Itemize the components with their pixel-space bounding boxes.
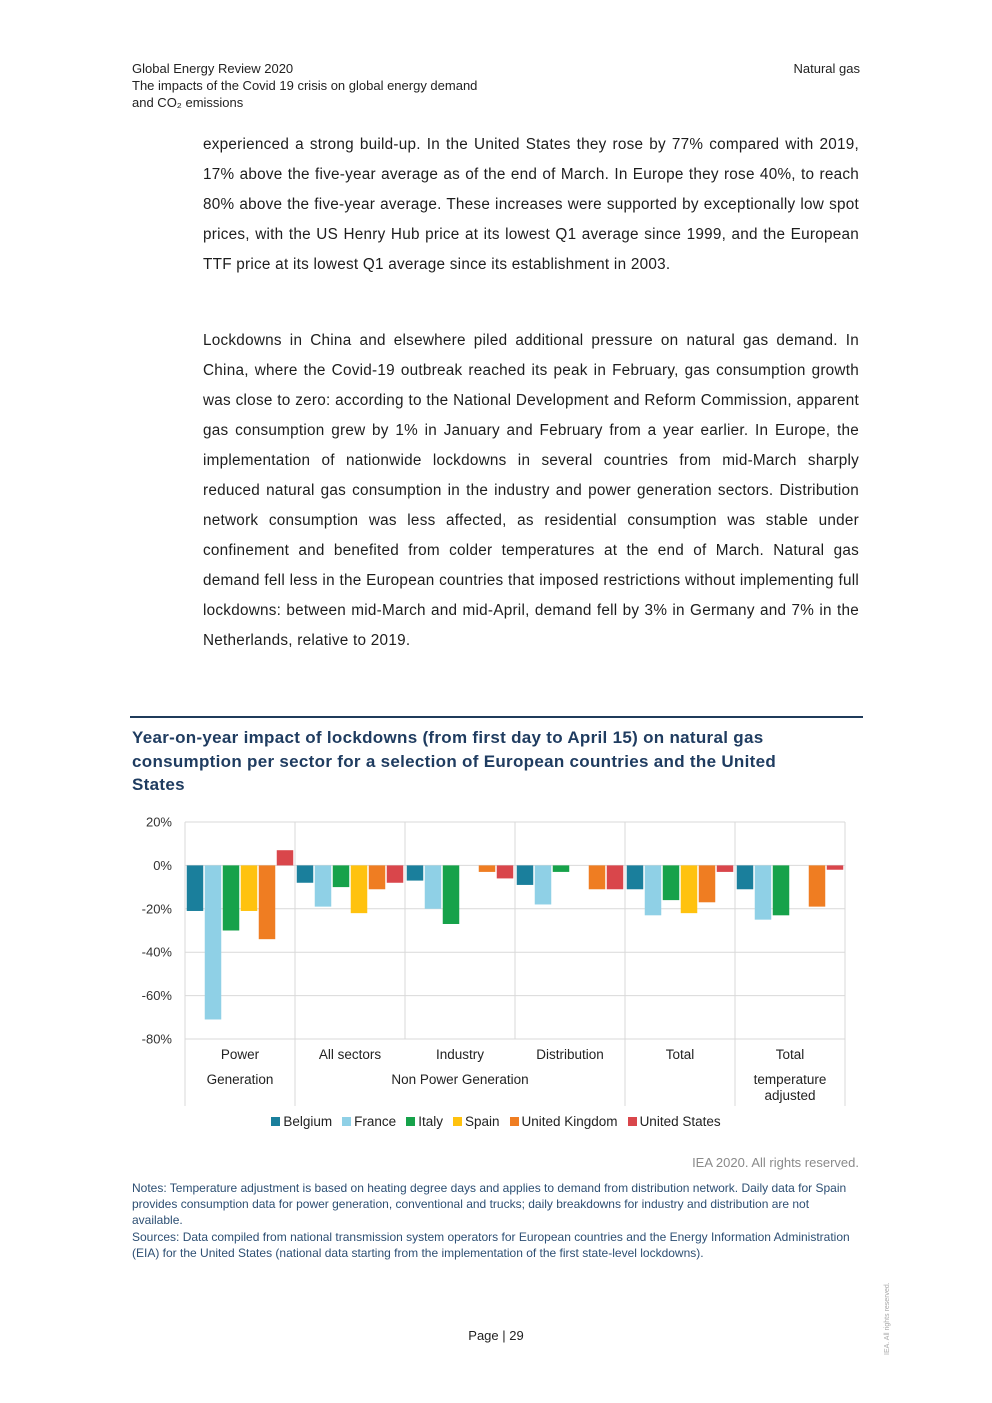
legend-item [628,1114,721,1129]
bar-italy [553,865,570,872]
legend-item [510,1114,618,1129]
body-paragraph: Lockdowns in China and elsewhere piled additional pressure on natural gas demand. In China, where the Covid-19 outbreak reached its peak in February, gas consumption growth was close to zero: according to the National Development and Reform Commission, apparent gas consumption grew by 1% in January and February from a year earlier. In Europe, the implementation of nationwide lockdowns in several countries from mid-March sharply reduced natural gas consumption in the industry and power generation sectors. Distribution network consumption was less affected, as residential consumption was stable under confinement and benefited from colder temperatures at the end of March. Natural gas demand fell less in the European countries that imposed restrictions without implementing full lockdowns: between mid-March and mid-April, demand fell by 3% in Germany and 7% in the Netherlands, relative to 2019. [203,332,859,649]
bar-france [425,865,442,908]
notes-text: Notes: Temperature adjustment is based on heating degree days and applies to demand from distribution network. Daily data for Spain provides consumption data for power generation, conventional and trucks; daily breakdowns for industry and distribution are not available. [132,1181,847,1227]
bar-chart [120,805,860,1110]
legend-label: Italy [418,1114,443,1129]
bar-united-kingdom [589,865,606,889]
legend-swatch [510,1117,519,1126]
figure-credit: IEA 2020. All rights reserved. [692,1155,859,1170]
y-tick-label: -80% [141,1031,172,1047]
bar-italy [223,865,240,930]
bar-spain [241,865,258,911]
body-paragraph: experienced a strong build-up. In the United States they rose by 77% compared with 2019, 17% above the five-year average as of the end of March. In Europe they rose 40%, to reach 80% above the five-year average. These increases were supported by exceptionally low spot prices, with the US Henry Hub price at its lowest Q1 average since 1999, and the European TTF price at its lowest Q1 average since its establishment in 2003. [203,136,859,273]
bar-united-states [827,865,844,869]
bar-italy [773,865,790,915]
category-label: Industry [435,1047,485,1062]
legend-swatch [271,1117,280,1126]
category-label: Total [665,1047,695,1062]
legend-swatch [628,1117,637,1126]
legend-swatch [406,1117,415,1126]
category-group-label: Generation [206,1072,274,1087]
bar-united-kingdom [369,865,386,889]
bar-united-kingdom [259,865,276,939]
bar-belgium [627,865,644,889]
bar-united-states [277,850,294,865]
page-number: Page | 29 [468,1328,524,1343]
bar-spain [681,865,698,913]
category-group-label: Non Power Generation [391,1072,529,1087]
legend-label: United States [639,1114,721,1129]
figure-divider [130,716,863,718]
bar-belgium [297,865,314,882]
figure-title: Year-on-year impact of lockdowns (from first day to April 15) on natural gas consumption per sector for a selection of European countries and the United States [132,728,777,794]
y-tick-label: 0% [153,857,172,873]
y-tick-label: -40% [141,944,172,960]
category-label: Distribution [536,1047,604,1062]
category-label: Power [220,1047,260,1062]
legend-label: France [354,1114,397,1129]
section-header: Natural gas [793,61,860,76]
bar-france [205,865,222,1019]
bar-united-kingdom [809,865,826,906]
running-header [132,60,552,111]
bar-united-states [717,865,734,872]
legend-label: Belgium [283,1114,333,1129]
bar-belgium [407,865,424,880]
bar-italy [663,865,680,900]
category-label: Total [775,1047,805,1062]
bar-italy [443,865,460,924]
bar-united-states [387,865,404,882]
y-tick-label: -20% [141,901,172,917]
sources-text: Sources: Data compiled from national transmission system operators for European countries and the Energy Information Administration (EIA) for the United States (national data starting from the implementation of the first state-level lockdowns). [132,1230,850,1261]
legend-item [453,1114,500,1129]
bar-belgium [517,865,534,885]
bar-united-kingdom [699,865,716,902]
legend-swatch [342,1117,351,1126]
legend-label: United Kingdom [521,1114,618,1129]
side-watermark: IEA. All rights reserved. [884,1282,891,1355]
header-subtitle-line: The impacts of the Covid 19 crisis on global energy demand [132,78,478,93]
bar-united-states [497,865,514,878]
legend-item [271,1114,332,1129]
bar-united-kingdom [479,865,496,872]
chart-legend [0,1114,992,1129]
y-tick-label: -60% [141,988,172,1004]
bar-spain [351,865,368,913]
figure-notes [132,1181,862,1264]
bar-belgium [187,865,204,911]
y-tick-label: 20% [145,814,172,830]
bar-france [645,865,662,915]
bar-france [535,865,552,904]
category-label: All sectors [318,1047,382,1062]
bar-france [755,865,772,919]
bar-united-states [607,865,624,889]
bar-france [315,865,332,906]
header-title-line: Global Energy Review 2020 [132,61,294,76]
bar-italy [333,865,350,887]
header-subtitle-line: and CO₂ emissions [132,95,244,110]
legend-item [406,1114,443,1129]
category-group-label: temperature adjusted [753,1072,827,1103]
legend-label: Spain [464,1114,500,1129]
legend-item [342,1114,396,1129]
bar-belgium [737,865,754,889]
legend-swatch [453,1117,462,1126]
